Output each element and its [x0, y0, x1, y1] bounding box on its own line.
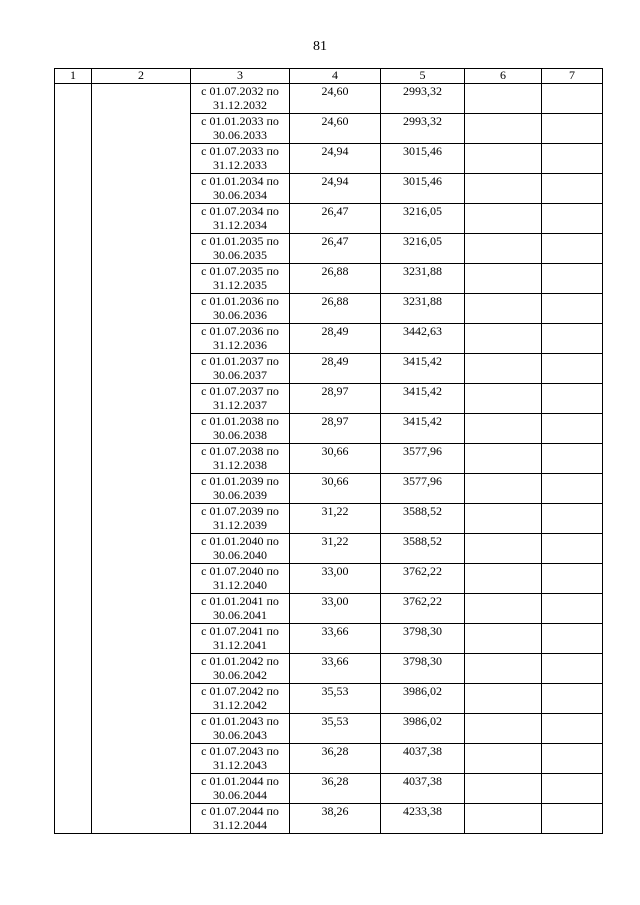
column-4-value: 26,47	[290, 204, 381, 234]
period-to: 31.12.2044	[213, 818, 267, 832]
column-5-value: 3415,42	[381, 414, 465, 444]
table-header	[55, 69, 603, 84]
period-to: 30.06.2033	[213, 128, 267, 142]
period-cell	[191, 684, 290, 714]
column-7-cell	[542, 594, 603, 624]
column-5-value: 3442,63	[381, 324, 465, 354]
table-body	[55, 84, 603, 834]
column-5-value: 3986,02	[381, 684, 465, 714]
column-header-3: 3	[191, 69, 290, 84]
column-7-cell	[542, 234, 603, 264]
column-7-cell	[542, 714, 603, 744]
column-5-value: 3588,52	[381, 534, 465, 564]
column-7-cell	[542, 354, 603, 384]
column-header-6: 6	[465, 69, 542, 84]
column-6-cell	[465, 264, 542, 294]
column-5-value: 3798,30	[381, 624, 465, 654]
period-from: с 01.07.2038 по	[201, 444, 279, 458]
period-from: с 01.01.2040 по	[201, 534, 279, 548]
column-5-value: 3762,22	[381, 594, 465, 624]
period-cell	[191, 714, 290, 744]
period-cell	[191, 564, 290, 594]
column-4-value: 38,26	[290, 804, 381, 834]
column-7-cell	[542, 144, 603, 174]
period-from: с 01.07.2033 по	[201, 144, 279, 158]
period-from: с 01.01.2041 по	[201, 594, 279, 608]
period-cell	[191, 414, 290, 444]
period-cell	[191, 744, 290, 774]
period-cell	[191, 654, 290, 684]
column-4-value: 28,49	[290, 324, 381, 354]
period-from: с 01.07.2034 по	[201, 204, 279, 218]
column-7-cell	[542, 684, 603, 714]
period-cell	[191, 474, 290, 504]
period-to: 30.06.2044	[213, 788, 267, 802]
column-7-cell	[542, 114, 603, 144]
column-4-value: 28,97	[290, 414, 381, 444]
column-7-cell	[542, 444, 603, 474]
column-4-value: 33,66	[290, 654, 381, 684]
column-6-cell	[465, 624, 542, 654]
column-7-cell	[542, 294, 603, 324]
period-cell	[191, 174, 290, 204]
column-5-value: 3762,22	[381, 564, 465, 594]
column-6-cell	[465, 174, 542, 204]
column-4-value: 31,22	[290, 504, 381, 534]
period-to: 30.06.2043	[213, 728, 267, 742]
column-6-cell	[465, 234, 542, 264]
column-6-cell	[465, 534, 542, 564]
column-4-value: 24,94	[290, 144, 381, 174]
column-6-cell	[465, 324, 542, 354]
column-7-cell	[542, 564, 603, 594]
column-5-value: 3216,05	[381, 234, 465, 264]
period-to: 30.06.2039	[213, 488, 267, 502]
period-from: с 01.07.2037 по	[201, 384, 279, 398]
period-to: 30.06.2040	[213, 548, 267, 562]
column-4-value: 36,28	[290, 774, 381, 804]
column-7-cell	[542, 624, 603, 654]
column-5-value: 3415,42	[381, 384, 465, 414]
column-5-value: 3231,88	[381, 264, 465, 294]
column-5-value: 3015,46	[381, 174, 465, 204]
column-7-cell	[542, 774, 603, 804]
column-6-cell	[465, 564, 542, 594]
column-4-value: 26,88	[290, 264, 381, 294]
column-4-value: 35,53	[290, 684, 381, 714]
column-7-cell	[542, 414, 603, 444]
column-4-value: 35,53	[290, 714, 381, 744]
column-4-value: 28,49	[290, 354, 381, 384]
column-5-value: 4233,38	[381, 804, 465, 834]
period-from: с 01.07.2040 по	[201, 564, 279, 578]
period-cell	[191, 534, 290, 564]
period-cell	[191, 114, 290, 144]
column-5-value: 4037,38	[381, 774, 465, 804]
column-7-cell	[542, 204, 603, 234]
period-to: 31.12.2043	[213, 758, 267, 772]
period-from: с 01.01.2039 по	[201, 474, 279, 488]
column-6-cell	[465, 414, 542, 444]
column-4-value: 36,28	[290, 744, 381, 774]
period-to: 30.06.2034	[213, 188, 267, 202]
column-header-4: 4	[290, 69, 381, 84]
column-4-value: 26,88	[290, 294, 381, 324]
period-cell	[191, 264, 290, 294]
column-6-cell	[465, 384, 542, 414]
column-4-value: 30,66	[290, 444, 381, 474]
column-6-cell	[465, 504, 542, 534]
column-header-1: 1	[55, 69, 92, 84]
column-7-cell	[542, 654, 603, 684]
column-6-cell	[465, 594, 542, 624]
column-6-cell	[465, 684, 542, 714]
page-number: 81	[313, 39, 327, 54]
column-7-cell	[542, 534, 603, 564]
column-7-cell	[542, 84, 603, 114]
column-2-cell	[92, 84, 191, 834]
column-6-cell	[465, 804, 542, 834]
period-to: 31.12.2034	[213, 218, 267, 232]
column-7-cell	[542, 474, 603, 504]
column-5-value: 3986,02	[381, 714, 465, 744]
period-to: 31.12.2038	[213, 458, 267, 472]
column-4-value: 33,00	[290, 594, 381, 624]
column-6-cell	[465, 474, 542, 504]
column-4-value: 30,66	[290, 474, 381, 504]
period-cell	[191, 144, 290, 174]
column-4-value: 26,47	[290, 234, 381, 264]
column-7-cell	[542, 804, 603, 834]
column-5-value: 3015,46	[381, 144, 465, 174]
column-5-value: 3231,88	[381, 294, 465, 324]
period-from: с 01.07.2036 по	[201, 324, 279, 338]
column-5-value: 3216,05	[381, 204, 465, 234]
period-to: 31.12.2036	[213, 338, 267, 352]
column-7-cell	[542, 384, 603, 414]
column-5-value: 4037,38	[381, 744, 465, 774]
column-4-value: 24,60	[290, 84, 381, 114]
table-row	[55, 84, 603, 114]
column-5-value: 3577,96	[381, 444, 465, 474]
period-to: 30.06.2041	[213, 608, 267, 622]
period-cell	[191, 294, 290, 324]
period-to: 30.06.2035	[213, 248, 267, 262]
column-6-cell	[465, 714, 542, 744]
period-from: с 01.07.2041 по	[201, 624, 279, 638]
period-from: с 01.01.2034 по	[201, 174, 279, 188]
column-4-value: 24,60	[290, 114, 381, 144]
period-from: с 01.07.2043 по	[201, 744, 279, 758]
period-from: с 01.01.2044 по	[201, 774, 279, 788]
tariff-table	[54, 68, 603, 834]
column-7-cell	[542, 174, 603, 204]
period-to: 31.12.2039	[213, 518, 267, 532]
period-from: с 01.01.2043 по	[201, 714, 279, 728]
period-from: с 01.07.2032 по	[201, 84, 279, 98]
period-from: с 01.07.2044 по	[201, 804, 279, 818]
column-header-7: 7	[542, 69, 603, 84]
period-cell	[191, 594, 290, 624]
column-7-cell	[542, 264, 603, 294]
column-5-value: 3415,42	[381, 354, 465, 384]
period-from: с 01.01.2036 по	[201, 294, 279, 308]
column-7-cell	[542, 744, 603, 774]
period-from: с 01.01.2035 по	[201, 234, 279, 248]
period-to: 30.06.2042	[213, 668, 267, 682]
period-cell	[191, 204, 290, 234]
column-6-cell	[465, 294, 542, 324]
period-cell	[191, 234, 290, 264]
period-to: 31.12.2040	[213, 578, 267, 592]
period-cell	[191, 444, 290, 474]
column-4-value: 31,22	[290, 534, 381, 564]
column-6-cell	[465, 204, 542, 234]
period-cell	[191, 774, 290, 804]
column-6-cell	[465, 774, 542, 804]
column-4-value: 28,97	[290, 384, 381, 414]
column-4-value: 33,00	[290, 564, 381, 594]
column-6-cell	[465, 744, 542, 774]
column-header-2: 2	[92, 69, 191, 84]
column-6-cell	[465, 354, 542, 384]
period-cell	[191, 384, 290, 414]
period-cell	[191, 324, 290, 354]
period-to: 30.06.2037	[213, 368, 267, 382]
period-to: 31.12.2037	[213, 398, 267, 412]
period-cell	[191, 804, 290, 834]
column-6-cell	[465, 114, 542, 144]
period-from: с 01.07.2035 по	[201, 264, 279, 278]
period-to: 31.12.2042	[213, 698, 267, 712]
period-to: 30.06.2036	[213, 308, 267, 322]
period-from: с 01.01.2037 по	[201, 354, 279, 368]
column-7-cell	[542, 504, 603, 534]
period-to: 30.06.2038	[213, 428, 267, 442]
column-5-value: 2993,32	[381, 114, 465, 144]
period-from: с 01.01.2038 по	[201, 414, 279, 428]
period-to: 31.12.2041	[213, 638, 267, 652]
column-5-value: 3798,30	[381, 654, 465, 684]
column-4-value: 33,66	[290, 624, 381, 654]
period-to: 31.12.2035	[213, 278, 267, 292]
column-6-cell	[465, 144, 542, 174]
column-5-value: 2993,32	[381, 84, 465, 114]
period-from: с 01.01.2033 по	[201, 114, 279, 128]
period-from: с 01.07.2042 по	[201, 684, 279, 698]
period-from: с 01.01.2042 по	[201, 654, 279, 668]
period-cell	[191, 504, 290, 534]
column-header-5: 5	[381, 69, 465, 84]
period-cell	[191, 624, 290, 654]
header-row	[55, 69, 603, 84]
period-from: с 01.07.2039 по	[201, 504, 279, 518]
column-4-value: 24,94	[290, 174, 381, 204]
period-to: 31.12.2032	[213, 98, 267, 112]
column-6-cell	[465, 84, 542, 114]
period-cell	[191, 84, 290, 114]
column-5-value: 3588,52	[381, 504, 465, 534]
column-6-cell	[465, 654, 542, 684]
column-7-cell	[542, 324, 603, 354]
column-6-cell	[465, 444, 542, 474]
period-to: 31.12.2033	[213, 158, 267, 172]
column-5-value: 3577,96	[381, 474, 465, 504]
column-1-cell	[55, 84, 92, 834]
period-cell	[191, 354, 290, 384]
